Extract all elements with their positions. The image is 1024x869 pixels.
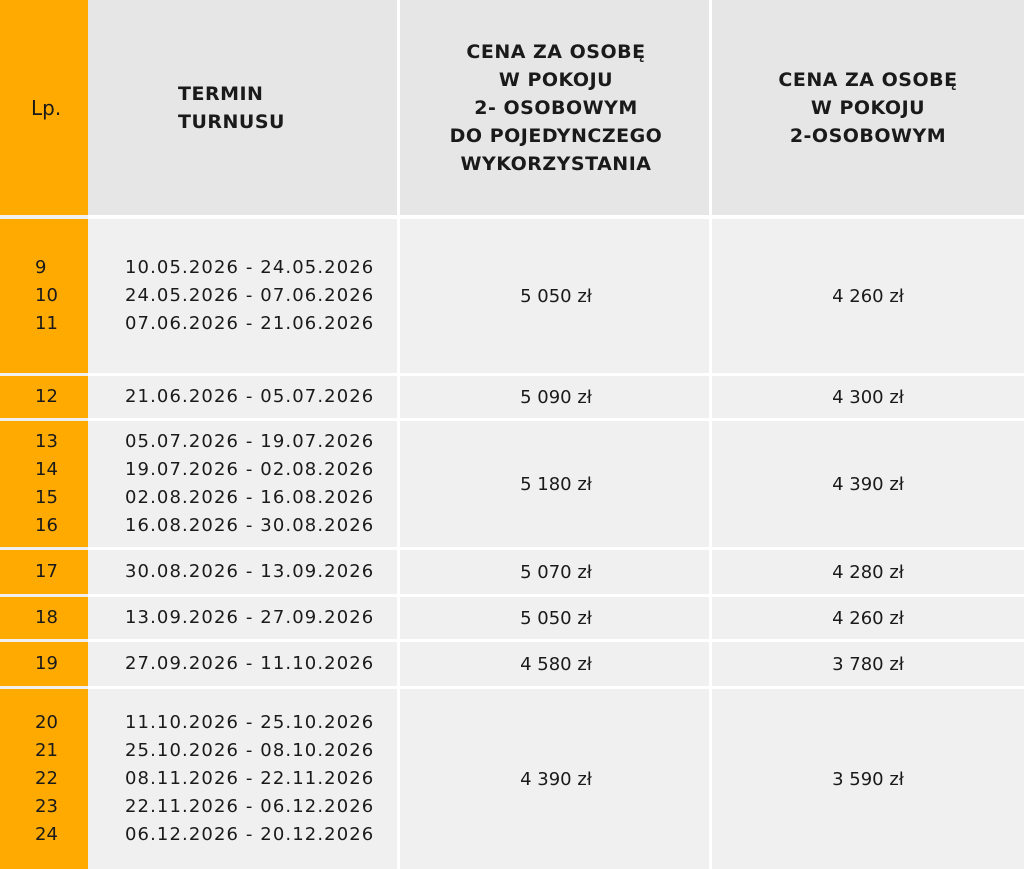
term-date-range: 05.07.2026 - 19.07.2026	[125, 431, 375, 452]
price-double-cell	[712, 219, 1024, 373]
row-number: 23	[35, 796, 58, 817]
row-divider	[88, 547, 1024, 550]
header-lp-label: Lp.	[31, 95, 62, 120]
price-double-cell	[712, 689, 1024, 869]
row-divider	[88, 686, 1024, 689]
price-single-value: 4 580 zł	[520, 653, 592, 675]
row-number: 11	[35, 313, 58, 334]
price-double-value: 3 590 zł	[832, 768, 904, 790]
price-double-value: 4 260 zł	[832, 285, 904, 307]
term-dates-cell	[88, 689, 400, 869]
term-date-range: 13.09.2026 - 27.09.2026	[125, 607, 375, 628]
header-line: 2-OSOBOWYM	[789, 124, 947, 147]
row-number-cell	[0, 689, 88, 869]
row-number: 14	[35, 459, 58, 480]
price-single-value: 5 050 zł	[520, 285, 592, 307]
term-dates-cell	[88, 219, 400, 373]
price-double-value: 3 780 zł	[832, 653, 904, 675]
term-date-range: 24.05.2026 - 07.06.2026	[125, 285, 375, 306]
price-double-value: 4 300 zł	[832, 386, 904, 408]
header-line: W POKOJU	[498, 68, 614, 91]
term-dates-cell	[88, 550, 400, 594]
term-dates-cell	[88, 597, 400, 639]
row-number-cell	[0, 421, 88, 547]
term-date-range: 22.11.2026 - 06.12.2026	[125, 796, 375, 817]
header-line: 2- OSOBOWYM	[474, 96, 638, 119]
table-row	[0, 689, 1024, 869]
table-row	[0, 376, 1024, 418]
price-double-value: 4 390 zł	[832, 473, 904, 495]
header-price-single	[400, 0, 712, 215]
row-number: 13	[35, 431, 58, 452]
header-lp	[0, 0, 88, 215]
header-line: W POKOJU	[810, 96, 926, 119]
row-number: 16	[35, 515, 58, 536]
price-single-cell	[400, 689, 712, 869]
price-double-cell	[712, 642, 1024, 686]
term-date-range: 02.08.2026 - 16.08.2026	[125, 487, 375, 508]
header-line: TURNUSU	[178, 110, 285, 133]
price-single-cell	[400, 421, 712, 547]
row-divider	[88, 373, 1024, 376]
price-single-cell	[400, 376, 712, 418]
row-number-cell	[0, 642, 88, 686]
table-row	[0, 597, 1024, 639]
term-dates-cell	[88, 376, 400, 418]
row-number: 22	[35, 768, 58, 789]
row-number: 20	[35, 712, 58, 733]
row-number: 17	[35, 561, 58, 582]
price-single-value: 5 090 zł	[520, 386, 592, 408]
price-single-cell	[400, 219, 712, 373]
row-number-cell	[0, 219, 88, 373]
term-date-range: 06.12.2026 - 20.12.2026	[125, 824, 375, 845]
row-number: 12	[35, 386, 58, 407]
price-single-cell	[400, 642, 712, 686]
term-date-range: 08.11.2026 - 22.11.2026	[125, 768, 375, 789]
header-line: DO POJEDYNCZEGO	[449, 124, 663, 147]
header-term	[88, 0, 400, 215]
table-row	[0, 421, 1024, 547]
term-dates-cell	[88, 421, 400, 547]
price-double-cell	[712, 597, 1024, 639]
column-divider	[397, 0, 400, 869]
header-line: TERMIN	[178, 82, 264, 105]
term-date-range: 30.08.2026 - 13.09.2026	[125, 561, 375, 582]
price-single-value: 5 070 zł	[520, 561, 592, 583]
term-date-range: 07.06.2026 - 21.06.2026	[125, 313, 375, 334]
row-number-cell	[0, 376, 88, 418]
price-double-value: 4 260 zł	[832, 607, 904, 629]
price-single-value: 5 050 zł	[520, 607, 592, 629]
term-date-range: 21.06.2026 - 05.07.2026	[125, 386, 375, 407]
row-number: 24	[35, 824, 58, 845]
row-divider	[88, 418, 1024, 421]
price-single-value: 4 390 zł	[520, 768, 592, 790]
table-row	[0, 550, 1024, 594]
header-line: CENA ZA OSOBĘ	[778, 68, 958, 91]
row-number-cell	[0, 550, 88, 594]
price-double-cell	[712, 421, 1024, 547]
header-line: CENA ZA OSOBĘ	[466, 40, 646, 63]
header-price-double	[712, 0, 1024, 215]
row-divider	[88, 639, 1024, 642]
price-double-cell	[712, 550, 1024, 594]
term-date-range: 25.10.2026 - 08.10.2026	[125, 740, 375, 761]
row-divider	[88, 594, 1024, 597]
row-number: 9	[35, 257, 47, 278]
price-single-cell	[400, 550, 712, 594]
row-divider	[88, 215, 1024, 219]
column-divider	[709, 0, 712, 869]
row-number: 18	[35, 607, 58, 628]
term-date-range: 10.05.2026 - 24.05.2026	[125, 257, 375, 278]
table-row	[0, 219, 1024, 373]
price-double-value: 4 280 zł	[832, 561, 904, 583]
term-date-range: 11.10.2026 - 25.10.2026	[125, 712, 375, 733]
row-number: 10	[35, 285, 58, 306]
row-number-cell	[0, 597, 88, 639]
term-date-range: 27.09.2026 - 11.10.2026	[125, 653, 375, 674]
price-double-cell	[712, 376, 1024, 418]
term-date-range: 16.08.2026 - 30.08.2026	[125, 515, 375, 536]
term-dates-cell	[88, 642, 400, 686]
term-date-range: 19.07.2026 - 02.08.2026	[125, 459, 375, 480]
table-header	[0, 0, 1024, 215]
table-row	[0, 642, 1024, 686]
row-number: 19	[35, 653, 58, 674]
header-line: WYKORZYSTANIA	[460, 152, 652, 175]
row-number: 15	[35, 487, 58, 508]
price-single-value: 5 180 zł	[520, 473, 592, 495]
row-number: 21	[35, 740, 58, 761]
price-single-cell	[400, 597, 712, 639]
